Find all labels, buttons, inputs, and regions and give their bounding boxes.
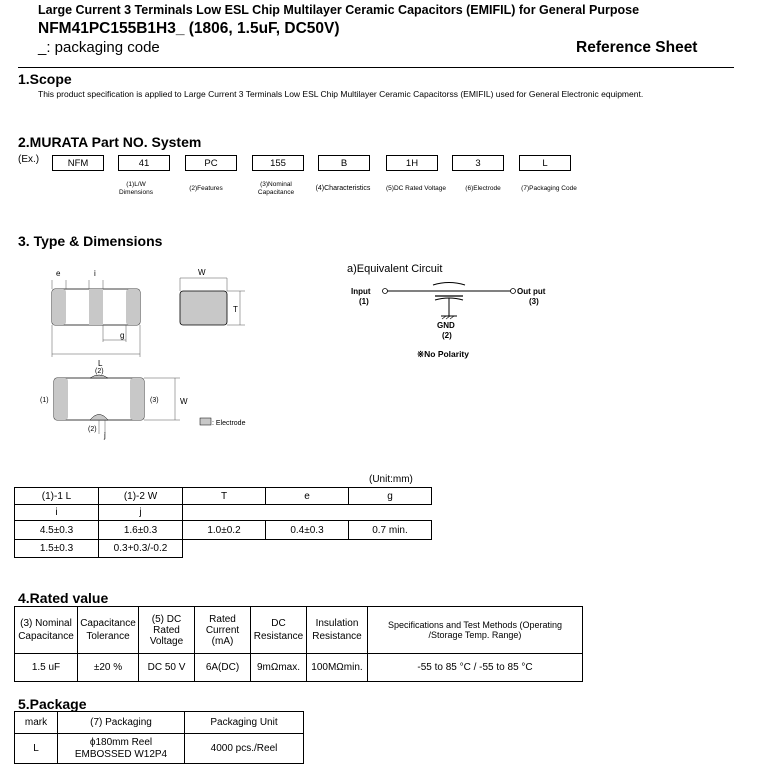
dim-header-T: T [183, 488, 266, 505]
unit-label: (Unit:mm) [369, 474, 413, 485]
package-tape-type: EMBOSSED W12P4 [74, 748, 168, 760]
part-system-heading: 2.MURATA Part NO. System [18, 134, 202, 150]
dim-header-W: (1)-2 W [99, 488, 183, 505]
electrode-middle [89, 289, 103, 325]
dimension-table [14, 487, 432, 558]
label-terminal-2-top: (2) [95, 368, 104, 375]
label-j: j [104, 431, 106, 440]
package-header-packaging: (7) Packaging [58, 712, 185, 734]
package-header-mark: mark [15, 712, 58, 734]
circuit-polarity-note: ※No Polarity [417, 349, 469, 359]
part-label-packaging: (7)Packaging Code [521, 185, 577, 192]
circuit-title: a)Equivalent Circuit [347, 263, 443, 275]
rated-value-voltage: DC 50 V [139, 654, 195, 682]
electrode-legend-swatch [200, 418, 211, 425]
circuit-gnd-num: (2) [442, 331, 452, 340]
dim-value-W: 1.6±0.3 [99, 521, 183, 540]
part-code-capacitance: 155 [252, 155, 304, 171]
dim-header-g: g [349, 488, 432, 505]
header-divider [18, 67, 734, 68]
circuit-input-num: (1) [359, 297, 369, 306]
dimension-drawing [30, 262, 270, 442]
rated-value-current: 6A(DC) [195, 654, 251, 682]
package-heading: 5.Package [18, 696, 87, 712]
label-i: i [94, 269, 96, 278]
part-label-characteristics: (4)Characteristics [315, 185, 371, 192]
circuit-output-label: Out put [517, 287, 546, 296]
part-code-packaging: L [519, 155, 571, 171]
part-label-capacitance: (3)Nominal Capacitance [257, 181, 295, 196]
chip-side-view [180, 291, 227, 325]
dim-value-e: 0.4±0.3 [266, 521, 349, 540]
label-terminal-1: (1) [40, 397, 49, 404]
rated-value-insulation: 100MΩmin. [307, 654, 368, 682]
dim-subheader-i: i [15, 505, 99, 521]
part-label-dimensions: (1)L/W Dimensions [119, 181, 153, 196]
dim-subheader-j: j [99, 505, 183, 521]
part-label-voltage: (5)DC Rated Voltage [386, 185, 446, 192]
dim-value-j: 0.3+0.3/-0.2 [99, 540, 183, 558]
rated-header-tolerance: Capacitance Tolerance [78, 607, 139, 654]
reference-sheet-label: Reference Sheet [576, 39, 698, 56]
equivalent-circuit [345, 280, 575, 362]
package-value-packaging [58, 734, 185, 764]
part-code-dimensions: NFM [52, 155, 104, 171]
label-e: e [56, 269, 61, 278]
scope-heading: 1.Scope [18, 71, 72, 87]
label-W-bottom: W [180, 397, 188, 406]
circuit-output-num: (3) [529, 297, 539, 306]
packaging-code-note: _: packaging code [38, 39, 160, 56]
rated-heading: 4.Rated value [18, 590, 109, 606]
rated-value-dc-resistance: 9mΩmax. [251, 654, 307, 682]
label-terminal-2-bottom: (2) [88, 426, 97, 433]
part-code-size: 41 [118, 155, 170, 171]
rated-value-temp-range: -55 to 85 °C / -55 to 85 °C [368, 654, 583, 682]
label-W: W [198, 268, 206, 277]
rated-header-current: Rated Current (mA) [195, 607, 251, 654]
dimensions-heading: 3. Type & Dimensions [18, 233, 163, 249]
label-g: g [120, 331, 125, 340]
label-terminal-3: (3) [150, 397, 159, 404]
scope-text: This product specification is applied to Large Current 3 Terminals Low ESL Chip Multilayer Ceramic Capacitorss (EMIFIL) used for General Electronic equipment. [38, 89, 644, 99]
document-title: Large Current 3 Terminals Low ESL Chip Multilayer Ceramic Capacitors (EMIFIL) for General Purpose [38, 3, 640, 17]
example-label: (Ex.) [18, 154, 40, 165]
label-L: L [98, 359, 103, 368]
dim-header-L: (1)-1 L [15, 488, 99, 505]
part-code-electrode: 3 [452, 155, 504, 171]
dim-value-i: 1.5±0.3 [15, 540, 99, 558]
dim-header-e: e [266, 488, 349, 505]
package-value-unit: 4000 pcs./Reel [185, 734, 304, 764]
package-table [14, 711, 304, 764]
electrode-left [52, 289, 66, 325]
part-label-electrode: (6)Electrode [465, 185, 501, 192]
rated-header-spec: Specifications and Test Methods (Operating /Storage Temp. Range) [368, 607, 583, 654]
part-code-characteristics: B [318, 155, 370, 171]
rated-header-capacitance: (3) Nominal Capacitance [15, 607, 78, 654]
package-value-mark: L [15, 734, 58, 764]
circuit-input-label: Input [351, 287, 371, 296]
rated-table [14, 606, 583, 682]
circuit-gnd-label: GND [437, 321, 455, 330]
rated-header-dc-resistance: DC Resistance [251, 607, 307, 654]
dim-value-L: 4.5±0.3 [15, 521, 99, 540]
part-code-voltage: 1H [386, 155, 438, 171]
dim-value-T: 1.0±0.2 [183, 521, 266, 540]
label-T: T [233, 305, 238, 314]
part-number: NFM41PC155B1H3_ (1806, 1.5uF, DC50V) [38, 20, 340, 37]
rated-header-insulation: Insulation Resistance [307, 607, 368, 654]
rated-header-voltage: (5) DC Rated Voltage [139, 607, 195, 654]
dim-value-g: 0.7 min. [349, 521, 432, 540]
part-code-features: PC [185, 155, 237, 171]
part-label-features: (2)Features [189, 185, 223, 192]
rated-value-capacitance: 1.5 uF [15, 654, 78, 682]
rated-value-tolerance: ±20 % [78, 654, 139, 682]
package-reel-size: ϕ180mm Reel [89, 736, 153, 748]
electrode-legend-label: : Electrode [212, 420, 246, 427]
electrode-right [126, 289, 140, 325]
package-header-unit: Packaging Unit [185, 712, 304, 734]
